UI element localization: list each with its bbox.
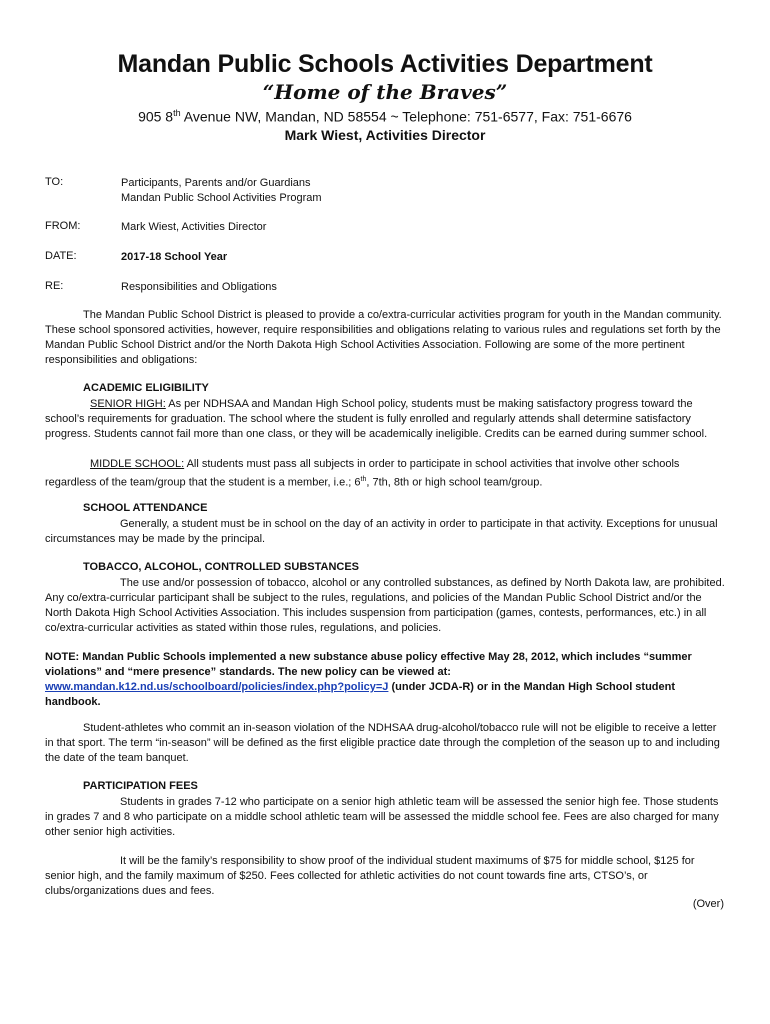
- address-sup: th: [173, 108, 181, 118]
- policy-link[interactable]: www.mandan.k12.nd.us/schoolboard/policies/index.php?policy=J: [45, 681, 389, 693]
- memo-to-line1: Participants, Parents and/or Guardians: [121, 177, 311, 189]
- inseason-text: Student-athletes who commit an in-season violation of the NDHSAA drug-alcohol/tobacco rule will not be eligible to receive a letter in that sport. The term “in-season” will be defined as the first eligible practice date through the completion of the season up to and including the date of the team banquet.: [45, 722, 720, 764]
- middle-school-text: All students must pass all subjects in order to participate in school activities that involve other schools regardless of the team/group that the student is a member, i.e.; 6: [45, 458, 680, 489]
- fees-paragraph-2: [45, 854, 725, 899]
- note-text-post: (under JCDA-R) or in the Mandan High School student handbook.: [45, 681, 676, 708]
- document-title: Mandan Public Schools Activities Department: [117, 50, 653, 78]
- memo-to-label: TO:: [45, 176, 64, 188]
- memo-to-value: [121, 176, 322, 206]
- director-line: Mark Wiest, Activities Director: [284, 127, 486, 143]
- intro-text: The Mandan Public School District is pleased to provide a co/extra-curricular activities program for youth in the Mandan community. These school sponsored activities, however, require responsibilities and obligations relating to various rules and regulations set forth by the Mandan Public School District and/or the North Dakota High School Activities Association. Following are some of the more pertinent responsibilities and obligations:: [45, 309, 722, 366]
- fees-paragraph-1: [45, 795, 725, 840]
- note-text: NOTE: Mandan Public Schools implemented a new substance abuse policy effective May 28, 2012, which includes “summer violations” and “mere presence” standards. The new policy can be viewed at:: [45, 651, 692, 678]
- tobacco-paragraph: [45, 576, 725, 636]
- note-paragraph: [45, 650, 725, 710]
- middle-school-text-post: , 7th, 8th or high school team/group.: [366, 476, 543, 489]
- senior-high-text: As per NDHSAA and Mandan High School policy, students must be making satisfactory progress toward the school’s requirements for graduation. The school where the student is fully enrolled and regularly attends shall determine satisfactory progress. Students cannot fail more than one class, or they will be academically ineligible. Credits can be earned during summer school.: [45, 398, 708, 440]
- attendance-heading: SCHOOL ATTENDANCE: [83, 502, 208, 514]
- memo-date-label: DATE:: [45, 250, 77, 262]
- middle-school-sup: th: [360, 476, 367, 483]
- senior-high-label: SENIOR HIGH:: [90, 398, 166, 410]
- address-line: [0, 108, 770, 125]
- senior-high-paragraph: [45, 397, 725, 442]
- memo-re-value: Responsibilities and Obligations: [121, 281, 277, 293]
- attendance-paragraph: [45, 517, 725, 547]
- tobacco-heading: TOBACCO, ALCOHOL, CONTROLLED SUBSTANCES: [83, 561, 360, 573]
- middle-school-paragraph: [45, 457, 725, 491]
- memo-re-label: RE:: [45, 280, 64, 292]
- address-post: Avenue NW, Mandan, ND 58554 ~ Telephone: 751-6577, Fax: 751-6676: [180, 108, 632, 125]
- over-note: (Over): [692, 898, 724, 910]
- fees-text-1: Students in grades 7-12 who participate on a senior high athletic team will be assessed the senior high fee. Those students in grades 7 and 8 who participate on a middle school athletic team will be assessed the middle school fee. Fees are also charged for many other senior high activities.: [45, 796, 719, 838]
- middle-school-label: MIDDLE SCHOOL:: [90, 458, 185, 470]
- address-pre: 905 8: [138, 108, 174, 125]
- memo-from-label: FROM:: [45, 220, 81, 232]
- fees-heading: PARTICIPATION FEES: [83, 780, 198, 792]
- tobacco-text: The use and/or possession of tobacco, alcohol or any controlled substances, as defined by North Dakota law, are prohibited. Any co/extra-curricular participant shall be subject to the rules, regulations, and policies of the Mandan Public School District and/or the North Dakota High School Activities Association. This includes suspension from participation (games, contests, performances, etc.) in all co/extra-curricular activities as stated within those rules, regulations, and policies.: [45, 577, 725, 634]
- inseason-paragraph: [45, 721, 725, 766]
- attendance-text: Generally, a student must be in school on the day of an activity in order to participate in that activity. Exceptions for unusual circumstances may be made by the principal.: [45, 518, 718, 545]
- fees-text-2: It will be the family’s responsibility to show proof of the individual student maximums of $75 for middle school, $125 for senior high, and the family maximum of $250. Fees collected for athletic activities do not count towards fine arts, CTSO’s, or clubs/organizations dues and fees.: [45, 855, 695, 897]
- memo-to-line2: Mandan Public School Activities Program: [121, 192, 322, 204]
- intro-paragraph: [45, 308, 725, 368]
- academic-heading: ACADEMIC ELIGIBILITY: [83, 382, 209, 394]
- memo-date-value: 2017-18 School Year: [121, 251, 228, 263]
- memo-from-value: Mark Wiest, Activities Director: [121, 221, 267, 233]
- motto: “Home of the Braves”: [262, 80, 508, 104]
